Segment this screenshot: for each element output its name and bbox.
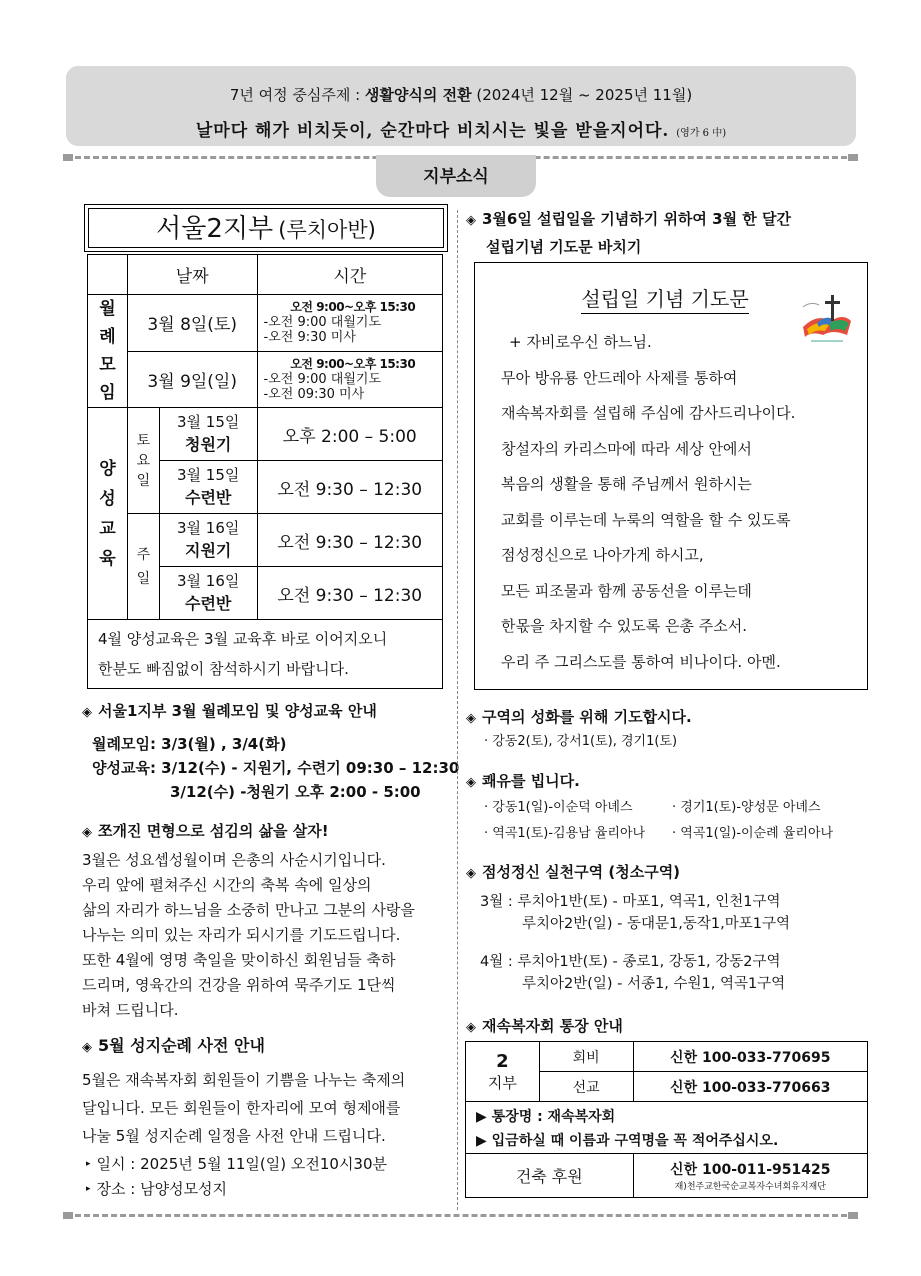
label-char: 교 (99, 518, 116, 539)
time-head: 오전 9:00~오후 15:30 (290, 300, 416, 315)
body-line: 3월은 성요셉성월이며 은총의 사순시기입니다. (82, 851, 386, 869)
label-char: 일 (136, 570, 151, 587)
separator-cap-left (63, 154, 73, 161)
motto-line (66, 116, 856, 141)
time-line: -오전 09:30 미사 (263, 386, 365, 402)
schedule-header-row (88, 255, 443, 295)
bank-row (466, 1154, 868, 1198)
prayer-line: 창설자의 카리스마에 따라 세상 안에서 (501, 439, 752, 458)
seoul1-heading (82, 700, 377, 721)
label-char: 육 (99, 548, 116, 569)
monthly-date: 3월 8일(토) (127, 295, 257, 352)
label-char: 주 (136, 546, 151, 563)
pilgrimage-title: 5월 성지순례 사전 안내 (98, 1036, 265, 1055)
diamond-icon: ◈ (466, 213, 476, 228)
header-banner (66, 66, 856, 146)
edu-group: 청원기 (184, 435, 232, 454)
body-line: 5월은 재속복자회 회원들이 기쁨을 나누는 축제의 (82, 1071, 406, 1089)
body-line: 우리 앞에 펼쳐주신 시간의 축복 속에 일상의 (82, 876, 372, 894)
recovery-list (484, 797, 833, 845)
diamond-icon: ◈ (82, 1040, 92, 1055)
prayer-line: 점성정신으로 나아가게 하시고, (501, 546, 704, 564)
bank-note (466, 1102, 868, 1154)
label-char: 성 (99, 488, 116, 509)
edu-date-text: 3월 15일 (176, 413, 240, 431)
edu-date (159, 461, 257, 514)
recovery-item: · 강동1(일)-이순덕 아녜스 (484, 800, 633, 815)
recovery-item: · 역곡1(일)-이순례 율리아나 (672, 826, 834, 841)
header-date: 날짜 (127, 255, 257, 295)
prayer-line: 한몫을 차지할 수 있도록 은총 주소서. (501, 617, 747, 635)
cleaning-title: 점성정신 실천구역 (청소구역) (482, 863, 681, 881)
branch-subtitle: (루치아반) (278, 218, 376, 242)
monthly-label (88, 295, 128, 408)
edu-row (88, 408, 443, 461)
label-char: 일 (136, 472, 151, 489)
body-line: 또한 4월에 영명 축일을 맞이하신 회원님들 축하 (82, 951, 396, 969)
body-line: 달입니다. 모든 회원들이 한자리에 모여 형제애를 (82, 1099, 401, 1117)
branch-cell (466, 1042, 540, 1102)
diamond-icon: ◈ (466, 866, 476, 881)
bank-row (466, 1042, 868, 1072)
pilgrimage-details (86, 1152, 454, 1202)
bank-table (465, 1041, 868, 1198)
time-line: -오전 9:00 대월기도 (263, 315, 382, 331)
edu-time: 오전 9:30 – 12:30 (257, 461, 442, 514)
label-char: 토 (136, 432, 151, 449)
bullet-icon: ▸ (86, 1184, 91, 1194)
edu-date-text: 3월 15일 (176, 466, 240, 484)
cleaning-list (480, 891, 790, 995)
motto-text: 날마다 해가 비치듯이, 순간마다 비치시는 빛을 받을지어다. (195, 121, 670, 141)
label-char: 례 (99, 327, 116, 347)
body-line: 나눌 5월 성지순례 일정을 사전 안내 드립니다. (82, 1127, 386, 1145)
cleaning-heading (466, 859, 680, 887)
theme-period: (2024년 12월 ~ 2025년 11월) (471, 86, 693, 104)
district-prayer-title: 구역의 성화를 위해 기도합시다. (482, 708, 692, 726)
label-char: 임 (99, 383, 116, 403)
edu-time: 오전 9:30 – 12:30 (257, 567, 442, 620)
label-char: 월 (99, 299, 116, 319)
body-line: 드리며, 영육간의 건강을 위하여 묵주기도 1단씩 (82, 976, 396, 994)
label-char: 양 (99, 458, 116, 479)
deposit-note: ▶ 입금하실 때 이름과 구역명을 꼭 적어주십시오. (476, 1132, 779, 1149)
prayer-line: 복음의 생활을 통해 주님께서 원하시는 (501, 475, 752, 493)
theme-prefix: 7년 여정 중심주제 : (229, 86, 365, 104)
recovery-heading (466, 768, 580, 796)
diamond-icon: ◈ (466, 775, 476, 790)
pilgrimage-body (82, 1066, 450, 1150)
edu-date-text: 3월 16일 (176, 572, 240, 590)
district-prayer-list: · 강동2(토), 강서1(토), 경기1(토) (484, 734, 678, 749)
schedule-table (87, 254, 443, 689)
branch-number: 2 (496, 1050, 509, 1072)
prayer-title-text: 설립일 기념 기도문 (581, 287, 748, 314)
monthly-date: 3월 9일(일) (127, 351, 257, 408)
edu-time: 오후 2:00 – 5:00 (257, 408, 442, 461)
bullet-icon: ▸ (86, 1159, 91, 1169)
label-char: 요 (136, 452, 151, 469)
pilgrimage-place (86, 1177, 454, 1202)
sunday-label (127, 514, 159, 620)
edu-date-text: 3월 16일 (176, 519, 240, 537)
prayer-line: 재속복자회를 설립해 주심에 감사드리나이다. (501, 404, 796, 422)
prayer-line: 무아 방유룡 안드레아 사제를 통하여 (501, 368, 738, 387)
notice-line: 한분도 빠짐없이 참석하시기 바랍니다. (98, 660, 349, 678)
monthly-time (257, 351, 442, 408)
time-line: -오전 9:30 미사 (263, 330, 356, 346)
mission-label: 선교 (539, 1072, 633, 1102)
service-title: 쪼개진 면형으로 섬김의 삶을 살자! (98, 822, 329, 840)
edu-date (159, 408, 257, 461)
column-divider (457, 210, 458, 1210)
edu-group: 수련반 (184, 594, 232, 613)
building-account-owner: 재)천주교한국순교복자수녀회유지재단 (674, 1182, 826, 1192)
section-tab (376, 155, 536, 197)
body-line: 바쳐 드립니다. (82, 1001, 179, 1019)
label-char: 모 (99, 355, 116, 375)
service-heading (82, 820, 329, 841)
theme-line (66, 84, 856, 105)
account-name-note: ▶ 통장명 : 재속복자회 (476, 1108, 616, 1125)
seoul1-line: 월례모임: 3/3(월) , 3/4(화) (92, 735, 287, 753)
founding-heading (466, 206, 791, 260)
service-body (82, 848, 450, 1023)
society-logo-icon (797, 291, 855, 345)
edu-date (159, 567, 257, 620)
time-line: -오전 9:00 대월기도 (263, 371, 382, 387)
seoul1-line: 3/12(수) -청원기 오후 2:00 - 5:00 (170, 783, 421, 801)
prayer-line: + 자비로우신 하느님. (509, 333, 652, 351)
mission-account: 신한 100-033-770663 (633, 1072, 867, 1102)
monthly-time (257, 295, 442, 352)
seoul1-title: 서울1지부 3월 월례모임 및 양성교육 안내 (98, 702, 377, 720)
cleaning-line: 3월 : 루치아1반(토) - 마포1, 역곡1, 인천1구역 (480, 894, 781, 910)
edu-time: 오전 9:30 – 12:30 (257, 514, 442, 567)
recovery-item: · 경기1(토)-양성문 아녜스 (672, 800, 821, 815)
edu-group: 지원기 (184, 541, 232, 560)
pilgrimage-date (86, 1152, 454, 1177)
branch-label: 지부 (487, 1073, 517, 1092)
header-time: 시간 (257, 255, 442, 295)
branch-title-box (88, 208, 444, 248)
diamond-icon: ◈ (466, 711, 476, 726)
cleaning-line: 4월 : 루치아1반(토) - 종로1, 강동1, 강동2구역 (480, 954, 781, 970)
pilgrimage-date-text: 일시 : 2025년 5월 11일(일) 오전10시30분 (96, 1155, 388, 1173)
diamond-icon: ◈ (82, 705, 92, 720)
prayer-text (501, 325, 795, 680)
prayer-line: 모든 피조물과 함께 공동선을 이루는데 (501, 581, 752, 600)
edu-group: 수련반 (184, 488, 232, 507)
building-account-cell (633, 1154, 867, 1198)
diamond-icon: ◈ (82, 825, 92, 840)
building-label: 건축 후원 (466, 1154, 634, 1198)
monthly-row (88, 295, 443, 352)
founding-title: 3월6일 설립일을 기념하기 위하여 3월 한 달간 (482, 210, 791, 228)
prayer-box (474, 262, 868, 690)
seoul1-line: 양성교육: 3/12(수) - 지원기, 수련기 09:30 – 12:30 (92, 759, 460, 777)
cleaning-line: 루치아2반(일) - 서종1, 수원1, 역곡1구역 (522, 976, 786, 992)
separator-cap-right (848, 154, 858, 161)
cleaning-line: 루치아2반(일) - 동대문1,동작1,마포1구역 (522, 916, 790, 932)
pilgrimage-place-text: 장소 : 남양성모성지 (96, 1180, 228, 1198)
recovery-title: 쾌유를 빕니다. (482, 772, 580, 790)
district-prayer-heading (466, 704, 692, 732)
separator-cap-right (848, 1212, 858, 1219)
bank-title: 재속복자회 통장 안내 (482, 1017, 623, 1035)
time-head: 오전 9:00~오후 15:30 (290, 356, 416, 371)
notice-line: 4월 양성교육은 3월 교육후 바로 이어지오니 (98, 630, 388, 648)
saturday-label (127, 408, 159, 514)
bank-heading (466, 1013, 623, 1041)
dues-account: 신한 100-033-770695 (633, 1042, 867, 1072)
corner-cell (88, 255, 128, 295)
diamond-icon: ◈ (466, 1020, 476, 1035)
prayer-line: 교회를 이루는데 누룩의 역할을 할 수 있도록 (501, 510, 791, 529)
recovery-item: · 역곡1(토)-김용남 율리아나 (484, 826, 646, 841)
founding-subtitle: 설립기념 기도문 바치기 (486, 238, 642, 256)
separator-cap-left (63, 1212, 73, 1219)
prayer-line: 우리 주 그리스도를 통하여 비나이다. 아멘. (501, 652, 781, 671)
body-line: 삶의 자리가 하느님을 소중히 만나고 그분의 사랑을 (82, 901, 415, 919)
seoul1-info (92, 732, 459, 804)
dues-label: 회비 (539, 1042, 633, 1072)
edu-date (159, 514, 257, 567)
bank-note-row (466, 1102, 868, 1154)
edu-label (88, 408, 128, 620)
building-account: 신한 100-011-951425 (670, 1162, 831, 1178)
theme-bold: 생활양식의 전환 (364, 86, 472, 104)
pilgrimage-heading (82, 1033, 265, 1056)
motto-reference: (영가 6 中) (676, 128, 727, 139)
monthly-row (88, 351, 443, 408)
separator-line (75, 1214, 847, 1217)
notice-row (88, 620, 443, 689)
branch-title: 서울2지부 (156, 214, 274, 244)
notice-cell (88, 620, 443, 689)
section-tab-label: 지부소식 (423, 167, 489, 187)
body-line: 나누는 의미 있는 자리가 되시기를 기도드립니다. (82, 926, 401, 944)
edu-row (88, 514, 443, 567)
